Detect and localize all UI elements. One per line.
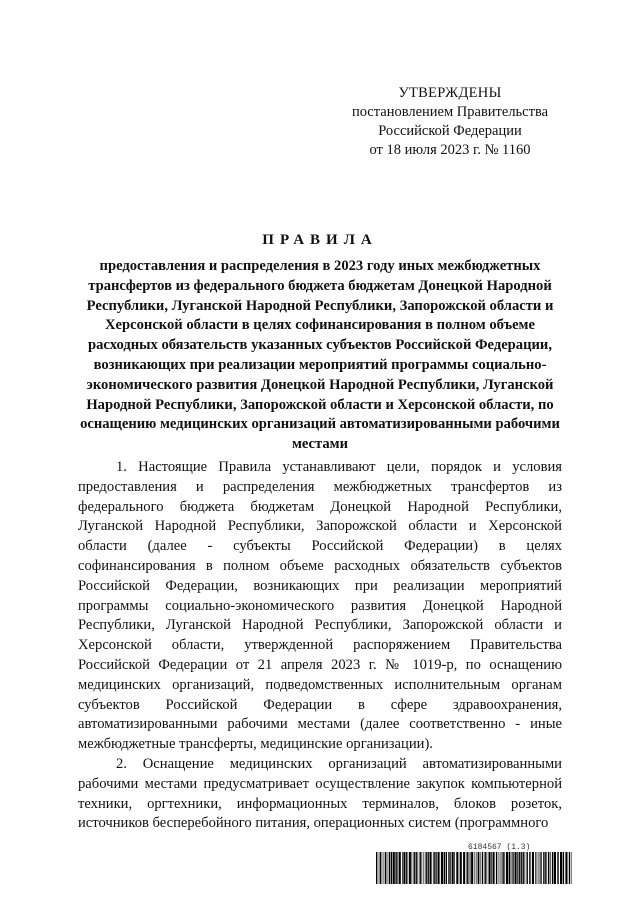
approval-line-1: постановлением Правительства xyxy=(351,104,549,120)
document-code: 6184567 (1.3) xyxy=(468,843,531,852)
document-title: ПРАВИЛА xyxy=(262,232,378,248)
paragraph-1: 1. Настоящие Правила устанавливают цели, порядок и условия предоставления и распределения межбюджетных трансфертов из федерального бюджета бюджетам Донецкой Народной Республики, Луганской Народной Республики, Запорожской области и Херсонской области (далее - субъекты Российской Федерации) в целях софинансирования в полном объеме расходных обязательств субъектов Российской Федерации, возникающих при реализации мероприятий программы социально-экономического развития Донецкой Народной Республики, Луганской Народной Республики, Запорожской области и Херсонской области, утвержденной распоряжением Правительства Российской Федерации от 21 апреля 2023 г. № 1019-р, по оснащению медицинских организаций, подведомственных исполнительным органам субъектов Российской Федерации в сфере здравоохранения, автоматизированными рабочими местами (далее соответственно - иные межбюджетные трансферты, медицинские организации). xyxy=(78,459,562,753)
approval-line-3: от 18 июля 2023 г. № 1160 xyxy=(369,142,531,158)
barcode xyxy=(376,852,572,884)
approval-line-2: Российской Федерации xyxy=(378,123,522,139)
approval-block xyxy=(330,84,570,160)
document-body xyxy=(78,458,562,834)
document-subtitle: предоставления и распределения в 2023 году иных межбюджетных трансфертов из федерального бюджета бюджетам Донецкой Народной Республики, Луганской Народной Республики, Запорожской области и Херсонской области в целях софинансирования в полном объеме расходных обязательств указанных субъектов Российской Федерации, возникающих при реализации мероприятий программы социально-экономического развития Донецкой Народной Республики, Луганской Народной Республики, Запорожской области и Херсонской области, по оснащению медицинских организаций автоматизированными рабочими местами xyxy=(80,258,560,453)
paragraph-2: 2. Оснащение медицинских организаций автоматизированными рабочими местами предусматривает осуществление закупок компьютерной техники, оргтехники, информационных терминалов, блоков розеток, источников бесперебойного питания, операционных систем (программного xyxy=(78,755,562,832)
approval-title: УТВЕРЖДЕНЫ xyxy=(398,85,502,101)
